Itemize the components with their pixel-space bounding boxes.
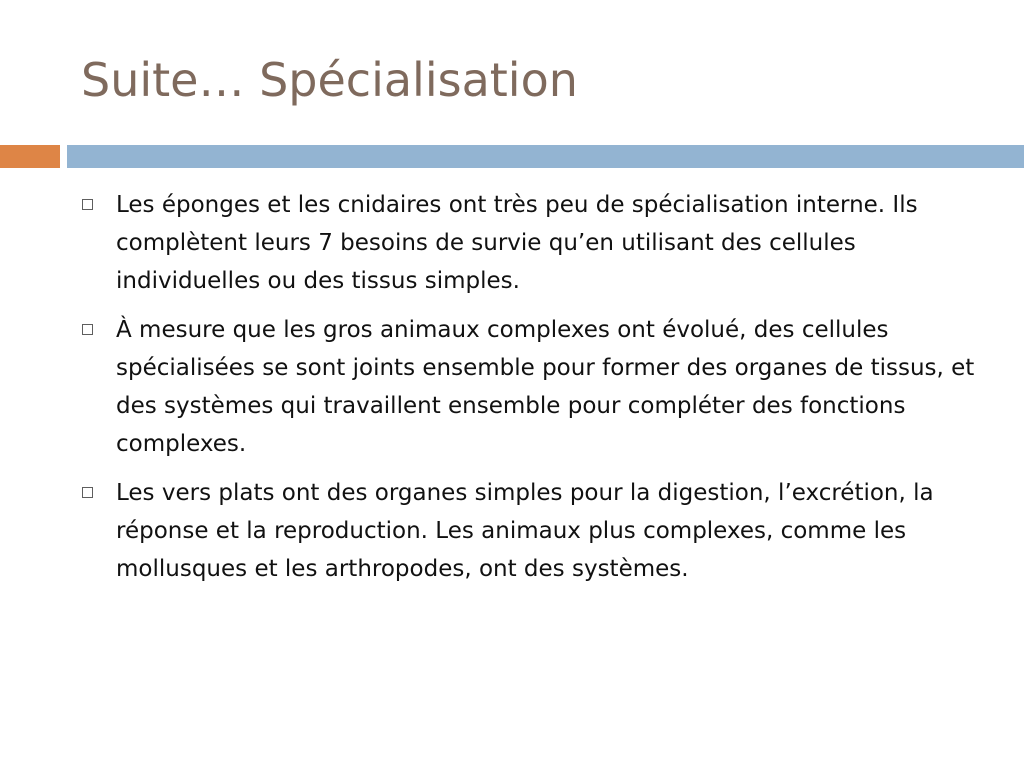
accent-bar-blue [67, 145, 1024, 168]
hollow-square-icon [82, 487, 93, 498]
accent-bar-orange [0, 145, 60, 168]
hollow-square-icon [82, 199, 93, 210]
bullet-item [80, 474, 980, 588]
hollow-square-icon [82, 324, 93, 335]
bullet-text: Les vers plats ont des organes simples pour la digestion, l’excrétion, la réponse et la reproduction. Les animaux plus complexes, comme les mollusques et les arthropodes, ont des systèmes. [116, 480, 934, 582]
slide-title: Suite… Spécialisation [81, 53, 578, 107]
bullet-list [80, 186, 980, 599]
bullet-item [80, 311, 980, 463]
bullet-text: Les éponges et les cnidaires ont très peu de spécialisation interne. Ils complètent leurs 7 besoins de survie qu’en utilisant des cellules individuelles ou des tissus simples. [116, 192, 918, 294]
bullet-item [80, 186, 980, 300]
bullet-text: À mesure que les gros animaux complexes ont évolué, des cellules spécialisées se sont joints ensemble pour former des organes de tissus, et des systèmes qui travaillent ensemble pour compléter des fonctions complexes. [116, 317, 975, 457]
